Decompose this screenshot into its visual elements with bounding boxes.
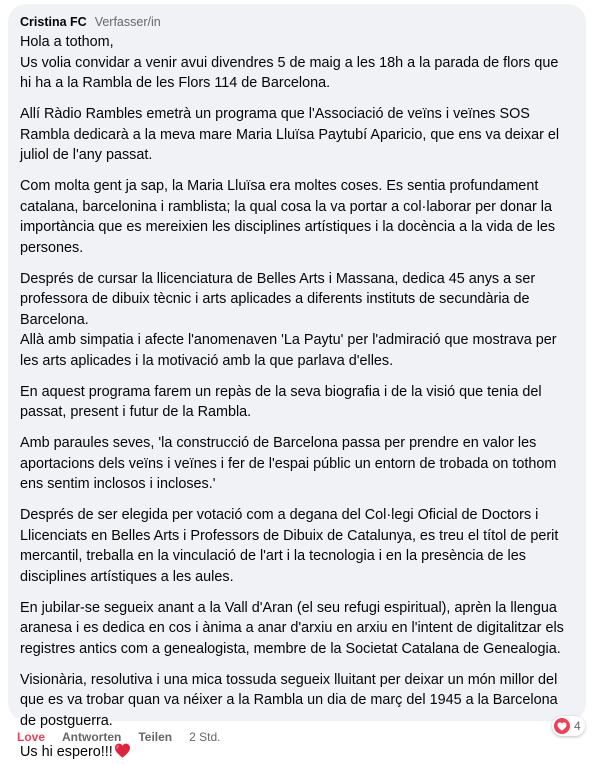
comment-line: hi ha a la Rambla de les Flors 114 de Barcelona. (20, 75, 330, 91)
comment-line: Rambla dedicarà a la meva mare Maria Lluïsa Paytubí Aparicio, que ens va deixar el (20, 127, 559, 143)
comment-line: Us volia convidar a venir avui divendres 5 de maig a les 18h a la parada de flors que (20, 55, 558, 71)
comment-line: les arts aplicades i la motivació amb la que parlava d'elles. (20, 353, 393, 369)
comment-line: Barcelona. (20, 312, 89, 328)
comment-timestamp[interactable]: 2 Std. (189, 730, 220, 744)
comment-line: Amb paraules seves, 'la construcció de Barcelona passa per prendre en valor les (20, 435, 536, 451)
comment-line: aportacions dels veïns i veïnes i fer de l'espai públic un entorn de trobada on tothom (20, 456, 556, 472)
comment-paragraph (20, 433, 574, 495)
comment-line: que es va trobar quan va néixer a la Rambla un dia de març del 1945 a la Barcelona (20, 692, 558, 708)
comment-line: Hola a tothom, (20, 34, 114, 50)
comment-line: importància que es mereixien les disciplines artístiques i la docència a la vida de les (20, 219, 555, 235)
reaction-summary[interactable] (552, 716, 585, 736)
comment-line: registres antics com a genealogista, membre de la Societat Catalana de Genealogia. (20, 641, 561, 657)
comment-line: passat, present i futur de la Rambla. (20, 404, 251, 420)
closing-text: Us hi espero!!! (20, 744, 113, 760)
comment-line: Llicenciats en Belles Arts i Professors de Dibuix de Catalunya, es treu el títol de perit (20, 528, 558, 544)
comment-paragraph (20, 382, 574, 423)
comment-line: de postguerra. (20, 713, 113, 729)
comment-text (20, 32, 574, 764)
comment-line: mercantil, treballa en la vinculació de l'art i la tecnologia i en la presència de les (20, 548, 526, 564)
comment-line: En jubilar-se segueix anant a la Vall d'Aran (el seu refugi espiritual), aprèn la llengua (20, 600, 557, 616)
love-button[interactable]: Love (17, 730, 45, 744)
comment-line: Allí Ràdio Rambles emetrà un programa que l'Associació de veïns i veïnes SOS (20, 106, 530, 122)
love-reaction-icon (554, 718, 570, 734)
comment-line: Després de cursar la llicenciatura de Belles Arts i Massana, dedica 45 anys a ser (20, 271, 535, 287)
comment-paragraph (20, 598, 574, 660)
reply-button[interactable]: Antworten (62, 730, 121, 744)
comment-line: Visionària, resolutiva i una mica tossuda segueix lluitant per deixar un món millor del (20, 672, 557, 688)
comment-line: Després de ser elegida per votació com a degana del Col·legi Oficial de Doctors i (20, 507, 538, 523)
comment-paragraph (20, 670, 574, 732)
comment-header (20, 12, 574, 32)
comment-paragraph (20, 269, 574, 372)
heart-emoji-icon (114, 743, 131, 764)
comment-line: ens sentim inclosos i incloses.' (20, 476, 216, 492)
comment-actions (17, 730, 221, 744)
comment-line: persones. (20, 240, 83, 256)
comment-bubble (8, 4, 586, 721)
comment-line: professora de dibuix tècnic i arts aplicades a diferents instituts de secundària de (20, 291, 530, 307)
comment-line: disciplines artístiques a les aules. (20, 569, 234, 585)
closing-paragraph (20, 742, 574, 764)
comment-line: aranesa i es dedica en cos i ànima a anar d'arxiu en arxiu en l'intent de digitalitzar els (20, 620, 564, 636)
share-button[interactable]: Teilen (138, 730, 172, 744)
comment-paragraph (20, 505, 574, 587)
comment-paragraph (20, 32, 574, 94)
author-badge: Verfasser/in (95, 15, 161, 29)
comment-line: juliol de l'any passat. (20, 147, 152, 163)
comment-line: Allà amb simpatia i afecte l'anomenaven 'La Paytu' per l'admiració que mostrava per (20, 332, 557, 348)
comment-line: catalana, barcelonina i ramblista; la qual cosa la va portar a col·laborar per donar la (20, 199, 552, 215)
reaction-count: 4 (574, 719, 581, 733)
comment-paragraph (20, 104, 574, 166)
author-name[interactable]: Cristina FC (20, 15, 87, 29)
comment-paragraph (20, 176, 574, 258)
comment-line: Com molta gent ja sap, la Maria Lluïsa era moltes coses. Es sentia profundament (20, 178, 538, 194)
comment-line: En aquest programa farem un repàs de la seva biografia i de la visió que tenia del (20, 384, 542, 400)
